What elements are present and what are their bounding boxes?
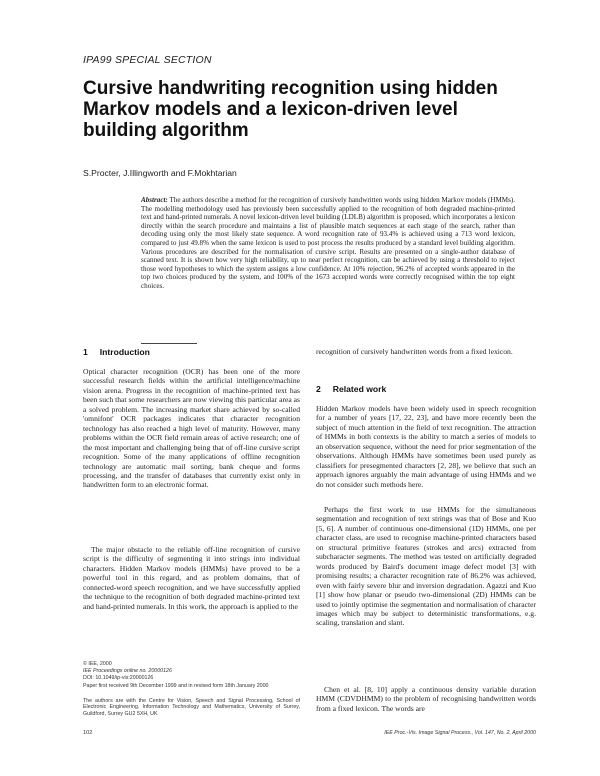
abstract [141, 196, 515, 291]
section-introduction-heading: 1 Introduction [83, 347, 150, 357]
related-paragraph-1: Hidden Markov models have been widely used in speech recognition for a number of years [17, 22, 23], and have more recently been the subject of much attention in the field of text recognition. The attraction of HMMs in both contexts is the ability to match a series of models to an observation sequence, without the need for prior segmentation of the observations. Although HMMs have sometimes been used purely as classifiers for presegmented characters [2, 28], we believe that such an approach ignores arguably the main advantage of using HMMs and we do not consider such methods here. [316, 404, 536, 489]
abstract-label: Abstract: [141, 196, 168, 204]
intro-continuation: recognition of cursively handwritten words from a fixed lexicon. [316, 347, 513, 356]
section-related-work-heading: 2 Related work [316, 384, 387, 394]
footnote-copyright: © IEE, 2000 [83, 661, 112, 667]
abstract-text: The authors describe a method for the recognition of cursively handwritten words using hidden Markov models (HMMs). The modelling methodology used has previously been successfully applied to the recognition of both degraded machine-printed text and hand-printed numerals. A novel lexicon-driven level building (LDLB) algorithm is proposed, which incorporates a lexicon directly within the search procedure and maintains a list of plausible match sequences at each stage of the search, rather than decoding using only the most likely state sequence. A word recognition rate of 93.4% is achieved using a 713 word lexicon, compared to just 49.8% when the same lexicon is used to post process the results produced by a standard level building algorithm. Various procedures are described for the normalisation of cursive script. Results are presented on a single-author database of scanned text. It is shown how very high reliability, up to near perfect recognition, can be achieved by using a threshold to reject those word hypotheses to which the system assigns a low confidence. At 10% rejection, 96.2% of accepted words appeared in the top two choices produced by the system, and 100% of the 1673 accepted words were correctly recognised within the top eight choices. [141, 196, 515, 290]
related-paragraph-2: Perhaps the first work to use HMMs for the simultaneous segmentation and recognition of text strings was that of Bose and Kuo [5, 6]. A number of continuous one-dimensional (1D) HMMs, one per character class, are used to recognise machine-printed characters based on structural primitive features (strokes and arcs) extracted from subcharacter segments. The method was tested on artificially degraded words produced by Baird's document image defect model [3] with promising results; a character recognition rate of 86.2% was achieved, even with fairly severe blur and inversion degradation. Agazzi and Kuo [1] show how planar or pseudo two-dimensional (2D) HMMs can be used to jointly optimise the segmentation and normalisation of character images which may be subject to deterministic transformations, e.g. scaling, translation and slant. [316, 505, 536, 628]
author-list: S.Procter, J.Illingworth and F.Mokhtarian [83, 168, 237, 178]
intro-paragraph-2: The major obstacle to the reliable off-line recognition of cursive script is the difficulty of segmenting it into strings into individual characters. Hidden Markov models (HMMs) have proved to be a powerful tool in this regard, and as problem domains, that of connected-word speech recognition, and we have successfully applied the technique to the recognition of both degraded machine-printed text and hand-printed numerals. In this work, the approach is applied to the [83, 545, 300, 611]
abstract-divider [141, 343, 197, 344]
article-title: Cursive handwriting recognition using hidden Markov models and a lexicon-driven level building algorithm [83, 78, 498, 141]
page-number: 102 [83, 730, 93, 736]
footnote-doi: DOI: 10.1049/ip-vis:20000126 [83, 675, 154, 681]
footnote-proceedings: IEE Proceedings online no. 20000126 [83, 668, 172, 674]
related-paragraph-3: Chen et al. [8, 10] apply a continuous density variable duration HMM (CDVDHMM) to the problem of recognising handwritten words from a fixed lexicon. The words are [316, 685, 536, 713]
footnote-received: Paper first received 9th December 1999 and in revised form 18th January 2000 [83, 683, 269, 689]
intro-paragraph-1: Optical character recognition (OCR) has been one of the more successful research fields within the artificial intelligence/machine vision arena. Progress in the recognition of machine-printed text has been such that some researchers are now viewing this particular area as a solved problem. The increasing market share achieved by so-called 'omnifont' OCR packages indicates that character recognition technology has also reached a high level of maturity. However, many problems within the OCR field remain areas of active research; one of the most important and challenging being that of off-line cursive script recognition. Some of the many applications of offline recognition technology are automatic mail sorting, bank cheque and forms processing, and the transfer of databases that currently exist only in handwritten form to an electronic format. [83, 367, 300, 490]
journal-citation: IEE Proc.-Vis. Image Signal Process., Vol. 147, No. 2, April 2000 [384, 730, 536, 736]
special-section-label: IPA99 SPECIAL SECTION [83, 54, 212, 66]
footnote-affiliation: The authors are with the Centre for Vision, Speech and Signal Processing, School of Electronic Engineering, Information Technology and Mathematics, University of Surrey, Guildford, Surrey GU2 5XH, UK [83, 698, 300, 717]
